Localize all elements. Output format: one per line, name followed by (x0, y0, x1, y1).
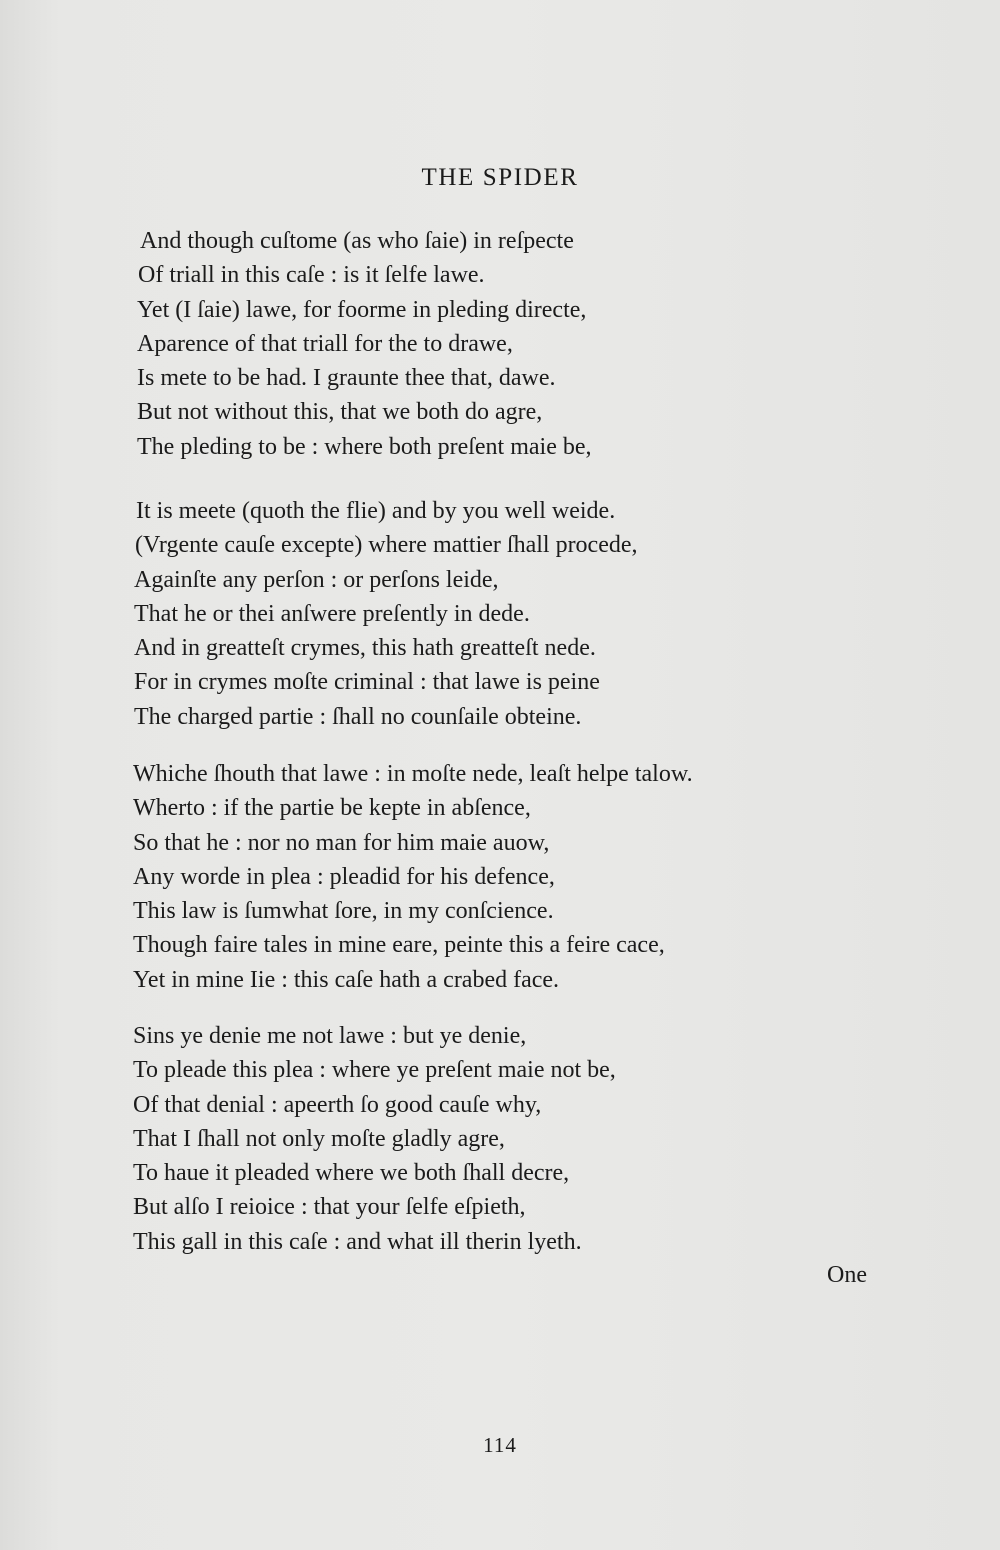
verse-line: This law is ſumwhat ſore, in my conſcience. (133, 898, 554, 925)
verse-line: But not without this, that we both do agre, (137, 399, 543, 426)
stanza-2 (134, 494, 894, 734)
verse-line: And though cuſtome (as who ſaie) in reſpecte (140, 228, 574, 254)
verse-line: This gall in this caſe : and what ill therin lyeth. (133, 1228, 582, 1255)
verse-line: That he or thei anſwere preſently in dede. (134, 600, 530, 627)
verse-line: Againſte any perſon : or perſons leide, (134, 566, 499, 593)
verse-line: And in greatteſt crymes, this hath greatteſt nede. (134, 635, 596, 662)
verse-line: Yet (I ſaie) lawe, for foorme in pleding directe, (137, 296, 587, 323)
catchword: One (827, 1262, 867, 1288)
verse-line: Yet in mine Iie : this caſe hath a crabed face. (133, 966, 560, 993)
verse-line: The charged partie : ſhall no counſaile obteine. (134, 703, 582, 730)
verse-line: For in crymes moſte criminal : that lawe is peine (134, 669, 600, 696)
verse-line: Any worde in plea : pleadid for his defence, (133, 863, 555, 890)
verse-line: Sins ye denie me not lawe : but ye denie, (133, 1023, 527, 1049)
verse-line: Aparence of that triall for the to drawe, (137, 330, 513, 357)
page-number: 114 (483, 1433, 517, 1457)
verse-line: Though faire tales in mine eare, peinte this a feire cace, (133, 932, 665, 959)
verse-line: Wherto : if the partie be kepte in abſence, (133, 795, 531, 822)
verse-line: But alſo I reioice : that your ſelfe eſpieth, (133, 1194, 526, 1221)
verse-line: It is meete (quoth the flie) and by you well weide. (136, 498, 616, 524)
verse-line: That I ſhall not only moſte gladly agre, (133, 1125, 505, 1152)
verse-line: Whiche ſhouth that lawe : in moſte nede, leaſt helpe talow. (133, 761, 693, 787)
verse-line: To pleade this plea : where ye preſent maie not be, (133, 1057, 616, 1084)
stanza-3 (134, 757, 894, 997)
verse-line: Of triall in this caſe : is it ſelfe lawe. (138, 262, 485, 289)
verse-line: (Vrgente cauſe excepte) where mattier ſhall procede, (135, 532, 638, 559)
running-head: THE SPIDER (421, 164, 579, 191)
verse-line: Is mete to be had. I graunte thee that, dawe. (137, 365, 556, 392)
verse-line: The pleding to be : where both preſent maie be, (137, 433, 592, 460)
verse-line: Of that denial : apeerth ſo good cauſe why, (133, 1091, 542, 1118)
verse-line: So that he : nor no man for him maie auow, (133, 829, 550, 856)
stanza-1 (134, 224, 894, 464)
verse-line: To haue it pleaded where we both ſhall decre, (133, 1160, 570, 1187)
stanza-4 (134, 1019, 894, 1259)
